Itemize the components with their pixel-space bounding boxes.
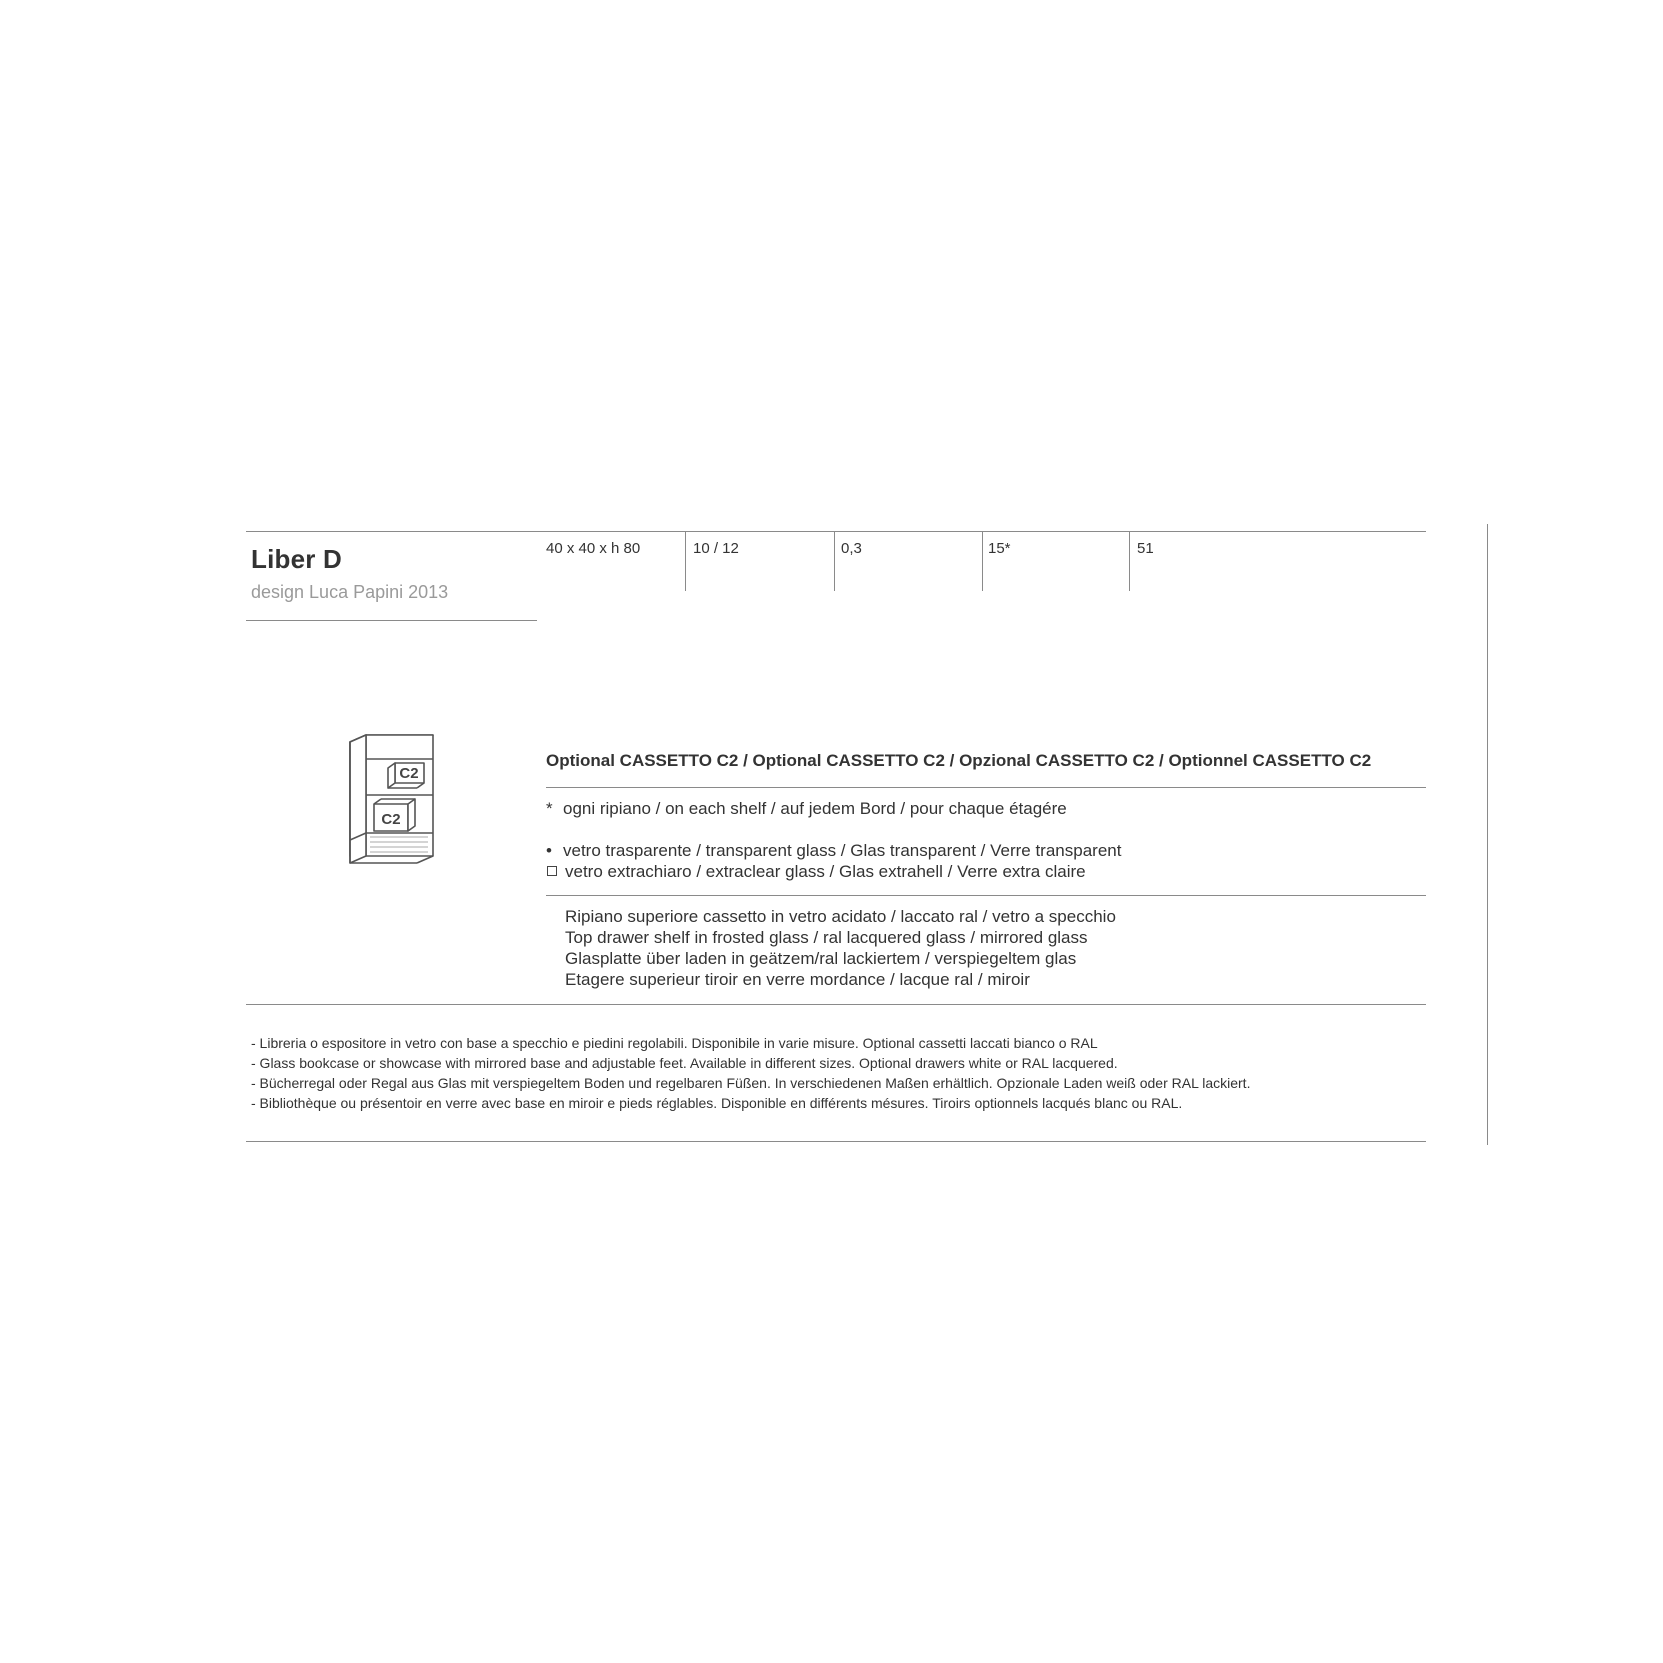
glass-option-transparent: [546, 841, 1121, 861]
right-edge-rule: [1487, 524, 1488, 1145]
spec-value-3: 0,3: [841, 540, 862, 557]
top-shelf-line-fr: Etagere superieur tiroir en verre mordance / lacque ral / miroir: [565, 970, 1030, 989]
description-en: - Glass bookcase or showcase with mirrored base and adjustable feet. Available in different sizes. Optional drawers white or RAL lacquered.: [251, 1055, 1118, 1071]
spec-divider: [834, 531, 835, 591]
optional-drawer-heading: Optional CASSETTO C2 / Optional CASSETTO C2 / Opzional CASSETTO C2 / Optionnel CASSETTO C2: [546, 751, 1372, 770]
extraclear-glass-text: vetro extrachiaro / extraclear glass / Glas extrahell / Verre extra claire: [565, 862, 1086, 881]
asterisk-marker: *: [546, 799, 553, 818]
description-fr: - Bibliothèque ou présentoir en verre avec base en miroir e pieds réglables. Disponible en différents mésures. Tiroirs optionnels lacqués blanc ou RAL.: [251, 1095, 1183, 1111]
top-shelf-line-en: Top drawer shelf in frosted glass / ral lacquered glass / mirrored glass: [565, 928, 1088, 947]
optional-rule: [546, 787, 1426, 788]
glass-option-extraclear: [546, 862, 1086, 882]
bottom-rule: [246, 1141, 1426, 1142]
spec-divider: [1129, 531, 1130, 591]
empty-square-icon: [547, 866, 557, 876]
spec-divider: [982, 531, 983, 591]
top-rule: [246, 531, 1426, 532]
shelf-note: [546, 799, 1067, 819]
drawer-label-upper: C2: [399, 765, 419, 782]
bookcase-illustration: [340, 725, 450, 870]
description-de: - Bücherregal oder Regal aus Glas mit verspiegeltem Boden und regelbaren Füßen. In verschiedenen Maßen erhältlich. Opzionale Laden weiß oder RAL lackiert.: [251, 1075, 1251, 1091]
drawer-label-lower: C2: [381, 811, 401, 828]
spec-value-2: 10 / 12: [693, 540, 739, 557]
top-shelf-line-it: Ripiano superiore cassetto in vetro acidato / laccato ral / vetro a specchio: [565, 907, 1116, 926]
bullet-icon: •: [546, 841, 552, 860]
spec-dimensions: 40 x 40 x h 80: [546, 540, 641, 557]
product-title: Liber D: [251, 544, 342, 574]
description-it: - Libreria o espositore in vetro con base a specchio e piedini regolabili. Disponibile in varie misure. Optional cassetti laccati bianco o RAL: [251, 1035, 1098, 1051]
section-rule: [246, 1004, 1426, 1005]
title-underline: [246, 620, 537, 621]
shelf-note-text: ogni ripiano / on each shelf / auf jedem Bord / pour chaque étagére: [563, 799, 1067, 818]
spec-value-4: 15*: [988, 540, 1011, 557]
spec-divider: [685, 531, 686, 591]
spec-value-5: 51: [1137, 540, 1154, 557]
top-shelf-line-de: Glasplatte über laden in geätzem/ral lackiertem / verspiegeltem glas: [565, 949, 1077, 968]
notes-rule: [546, 895, 1426, 896]
transparent-glass-text: vetro trasparente / transparent glass / Glas transparent / Verre transparent: [563, 841, 1122, 860]
designer-credit: design Luca Papini 2013: [251, 582, 449, 602]
